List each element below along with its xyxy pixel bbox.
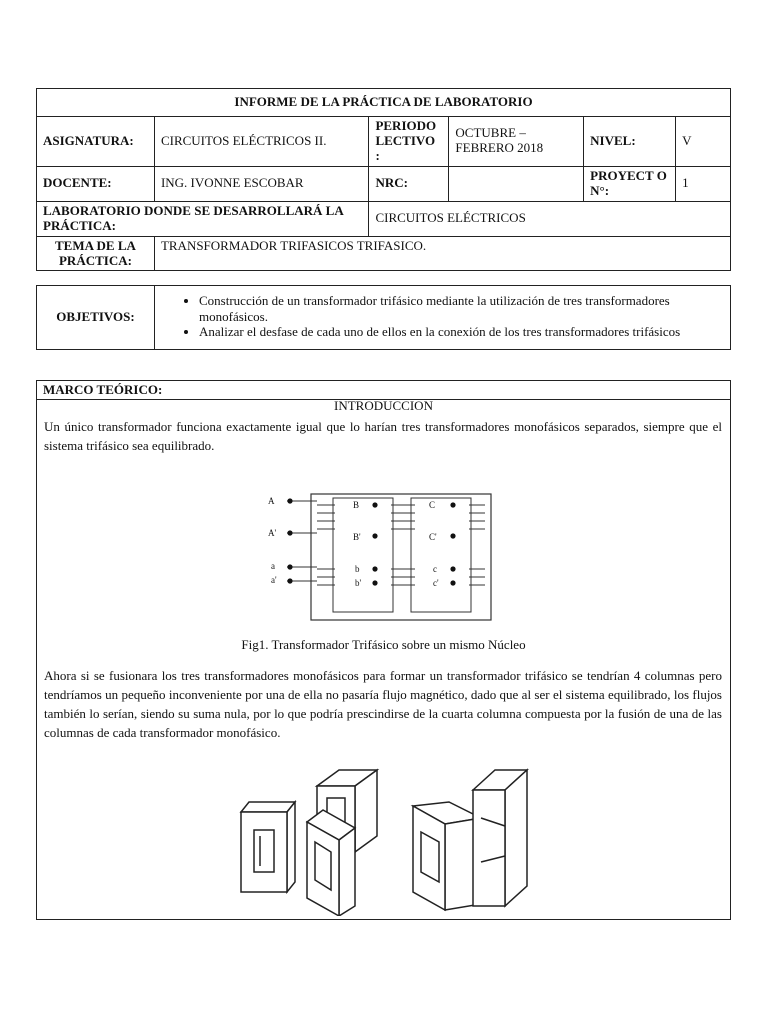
fusion-paragraph: Ahora si se fusionara los tres transformadores monofásicos para formar un transformador trifásico se tendrían 4 columnas pero tendríamos un pequeño inconveniente por una de ella no pasaría flujo magnético, dado que al ser el sistema equilibrado, los flujos también lo serían, siendo su suma nula, por lo que podría prescindirse de la cuarta columna compuesta por la fusión de una de las columnas de cada transformador monofásico. (44, 668, 722, 740)
nivel-value: V (676, 117, 731, 167)
introduccion-heading: INTRODUCCION (334, 398, 433, 413)
label-C-prime: C' (429, 532, 437, 542)
nrc-label: NRC: (369, 166, 449, 201)
laboratorio-value: CIRCUITOS ELÉCTRICOS (369, 201, 731, 236)
docente-value: ING. IVONNE ESCOBAR (154, 166, 369, 201)
marco-teorico-section (36, 380, 731, 920)
label-C: C (429, 500, 436, 510)
tema-value: TRANSFORMADOR TRIFASICOS TRIFASICO. (154, 236, 730, 271)
three-phase-core-diagram (257, 486, 537, 626)
objetivos-list (155, 293, 724, 340)
label-B: B (353, 500, 360, 510)
objetivos-table (36, 285, 731, 350)
label-c: c (433, 564, 437, 574)
asignatura-value: CIRCUITOS ELÉCTRICOS II. (154, 117, 369, 167)
intro-paragraph: Un único transformador funciona exactamente igual que lo harían tres transformadores monofásicos separados, siempre que el sistema trifásico sea equilibrado. (44, 419, 722, 453)
label-B-prime: B' (353, 532, 361, 542)
core-fusion-illustration (227, 766, 567, 916)
label-b-prime: b' (355, 578, 362, 588)
laboratorio-label: LABORATORIO DONDE SE DESARROLLARÁ LA PRÁCTICA: (37, 201, 369, 236)
proyecto-label: PROYECT O N°: (584, 166, 676, 201)
label-A: A (268, 496, 275, 506)
marco-teorico-title: MARCO TEÓRICO: (37, 381, 730, 400)
asignatura-label: ASIGNATURA: (37, 117, 155, 167)
objetivos-label: OBJETIVOS: (37, 286, 155, 350)
objetivo-item: • Construcción de un transformador trifásico mediante la utilización de tres transformadores monofásicos. (199, 293, 724, 324)
figure1-caption: Fig1. Transformador Trifásico sobre un mismo Núcleo (241, 637, 526, 652)
three-column-core-right (413, 770, 527, 910)
header-table (36, 88, 731, 271)
proyecto-value: 1 (676, 166, 731, 201)
single-core-cube-left (241, 802, 295, 892)
docente-label: DOCENTE: (37, 166, 155, 201)
label-c-prime: c' (433, 578, 439, 588)
report-title: INFORME DE LA PRÁCTICA DE LABORATORIO (37, 89, 731, 117)
nivel-label: NIVEL: (584, 117, 676, 167)
tema-label: TEMA DE LA PRÁCTICA: (37, 236, 155, 271)
objetivo-item: • Analizar el desfase de cada uno de ellos en la conexión de los tres transformadores trifásicos (199, 324, 724, 340)
label-a: a (271, 561, 275, 571)
single-core-front-middle (307, 810, 355, 916)
periodo-label: PERIODO LECTIVO : (369, 117, 449, 167)
core-window-left (333, 498, 393, 612)
periodo-value: OCTUBRE – FEBRERO 2018 (449, 117, 584, 167)
nrc-value (449, 166, 584, 201)
label-A-prime: A' (268, 528, 277, 538)
core-window-right (411, 498, 471, 612)
label-a-prime: a' (271, 575, 277, 585)
label-b: b (355, 564, 360, 574)
